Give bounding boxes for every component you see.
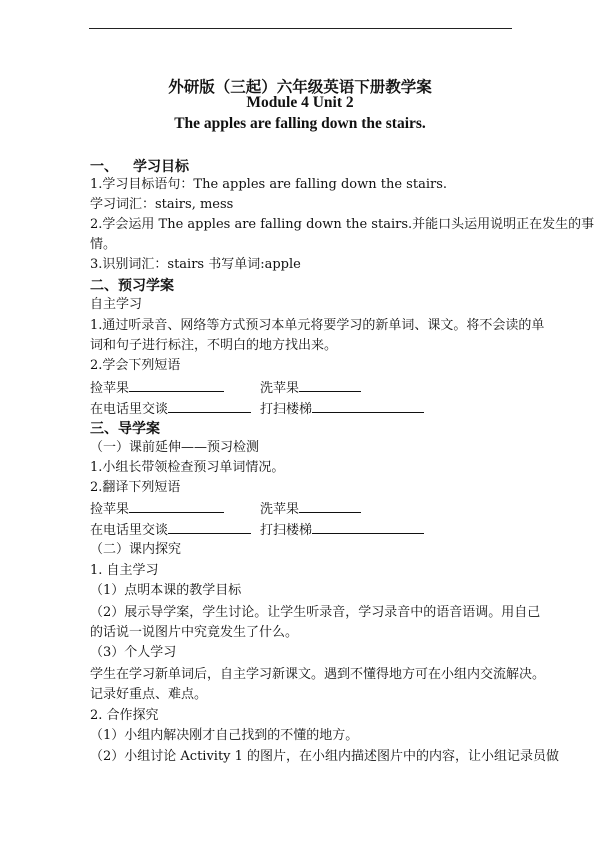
translate-phrases-label: 2.翻译下列短语 [90, 480, 181, 495]
answer-blank[interactable] [129, 499, 224, 513]
section-3-heading: 三、导学案 [90, 421, 160, 437]
self-study-label: 自主学习 [90, 297, 143, 312]
group-check: 1.小组长带领检查预习单词情况。 [90, 460, 285, 475]
phrase-item: 洗苹果 [260, 499, 361, 518]
phrase-item: 捡苹果 [90, 378, 224, 397]
goal-sentence: 1.学习目标语句：The apples are falling down the stairs. [90, 177, 447, 192]
document-title: 外研版（三起）六年级英语下册教学案 [168, 77, 432, 96]
cooperative-item: 2. 合作探究 [90, 708, 159, 723]
translate-row-1 [90, 499, 510, 515]
teaching-goal-item: （1）点明本课的教学目标 [90, 583, 242, 598]
preview-instruction-line2: 词和句子进行标注，不明白的地方找出来。 [90, 338, 338, 353]
top-rule [89, 28, 512, 29]
phrase-item: 捡苹果 [90, 499, 224, 518]
phrase-item: 打扫楼梯 [260, 399, 424, 418]
show-guide-line2: 的话说一说图片中究竟发生了什么。 [90, 625, 299, 640]
phrase-item: 在电话里交谈 [90, 399, 251, 418]
section-1-heading [90, 156, 189, 176]
individual-study-line2: 记录好重点、难点。 [90, 687, 208, 702]
phrase-row-2 [90, 399, 510, 415]
translate-row-2 [90, 520, 510, 536]
phrase-item: 在电话里交谈 [90, 520, 251, 539]
answer-blank[interactable] [168, 520, 251, 534]
answer-blank[interactable] [299, 499, 361, 513]
cooperative-step1: （1）小组内解决刚才自己找到的不懂的地方。 [90, 728, 359, 743]
answer-blank[interactable] [312, 520, 424, 534]
learn-phrases-label: 2.学会下列短语 [90, 358, 181, 373]
show-guide-line1: （2）展示导学案，学生讨论。让学生听录音，学习录音中的语音语调。用自己 [90, 605, 541, 620]
phrase-item: 打扫楼梯 [260, 520, 424, 539]
individual-study-line1: 学生在学习新单词后，自主学习新课文。遇到不懂得地方可在小组内交流解决。 [90, 667, 546, 682]
self-study-item: 1. 自主学习 [90, 563, 159, 578]
module-title: Module 4 Unit 2 [246, 94, 354, 111]
answer-blank[interactable] [299, 378, 361, 392]
phrase-item: 洗苹果 [260, 378, 361, 397]
lesson-subtitle: The apples are falling down the stairs. [174, 115, 426, 132]
goal-recognition: 3.识别词汇：stairs 书写单词:apple [90, 257, 301, 272]
answer-blank[interactable] [129, 378, 224, 392]
goal-vocabulary: 学习词汇：stairs, mess [90, 197, 234, 212]
section-1-number: 一、 [90, 159, 118, 175]
answer-blank[interactable] [312, 399, 424, 413]
answer-blank[interactable] [168, 399, 251, 413]
pre-class-label: （一）课前延伸——预习检测 [90, 440, 260, 455]
preview-instruction-line1: 1.通过听录音、网络等方式预习本单元将要学习的新单词、课文。将不会读的单 [90, 318, 545, 333]
goal-usage-line1: 2.学会运用 The apples are falling down the stairs.并能口头运用说明正在发生的事 [90, 217, 595, 232]
goal-usage-line2: 情。 [90, 237, 117, 252]
individual-study-item: （3）个人学习 [90, 645, 177, 660]
in-class-label: （二）课内探究 [90, 542, 182, 557]
phrase-row-1 [90, 378, 510, 394]
section-1-title: 学习目标 [133, 159, 189, 175]
section-2-heading: 二、预习学案 [90, 278, 174, 294]
cooperative-step2: （2）小组讨论 Activity 1 的图片，在小组内描述图片中的内容，让小组记录员做 [90, 749, 560, 764]
